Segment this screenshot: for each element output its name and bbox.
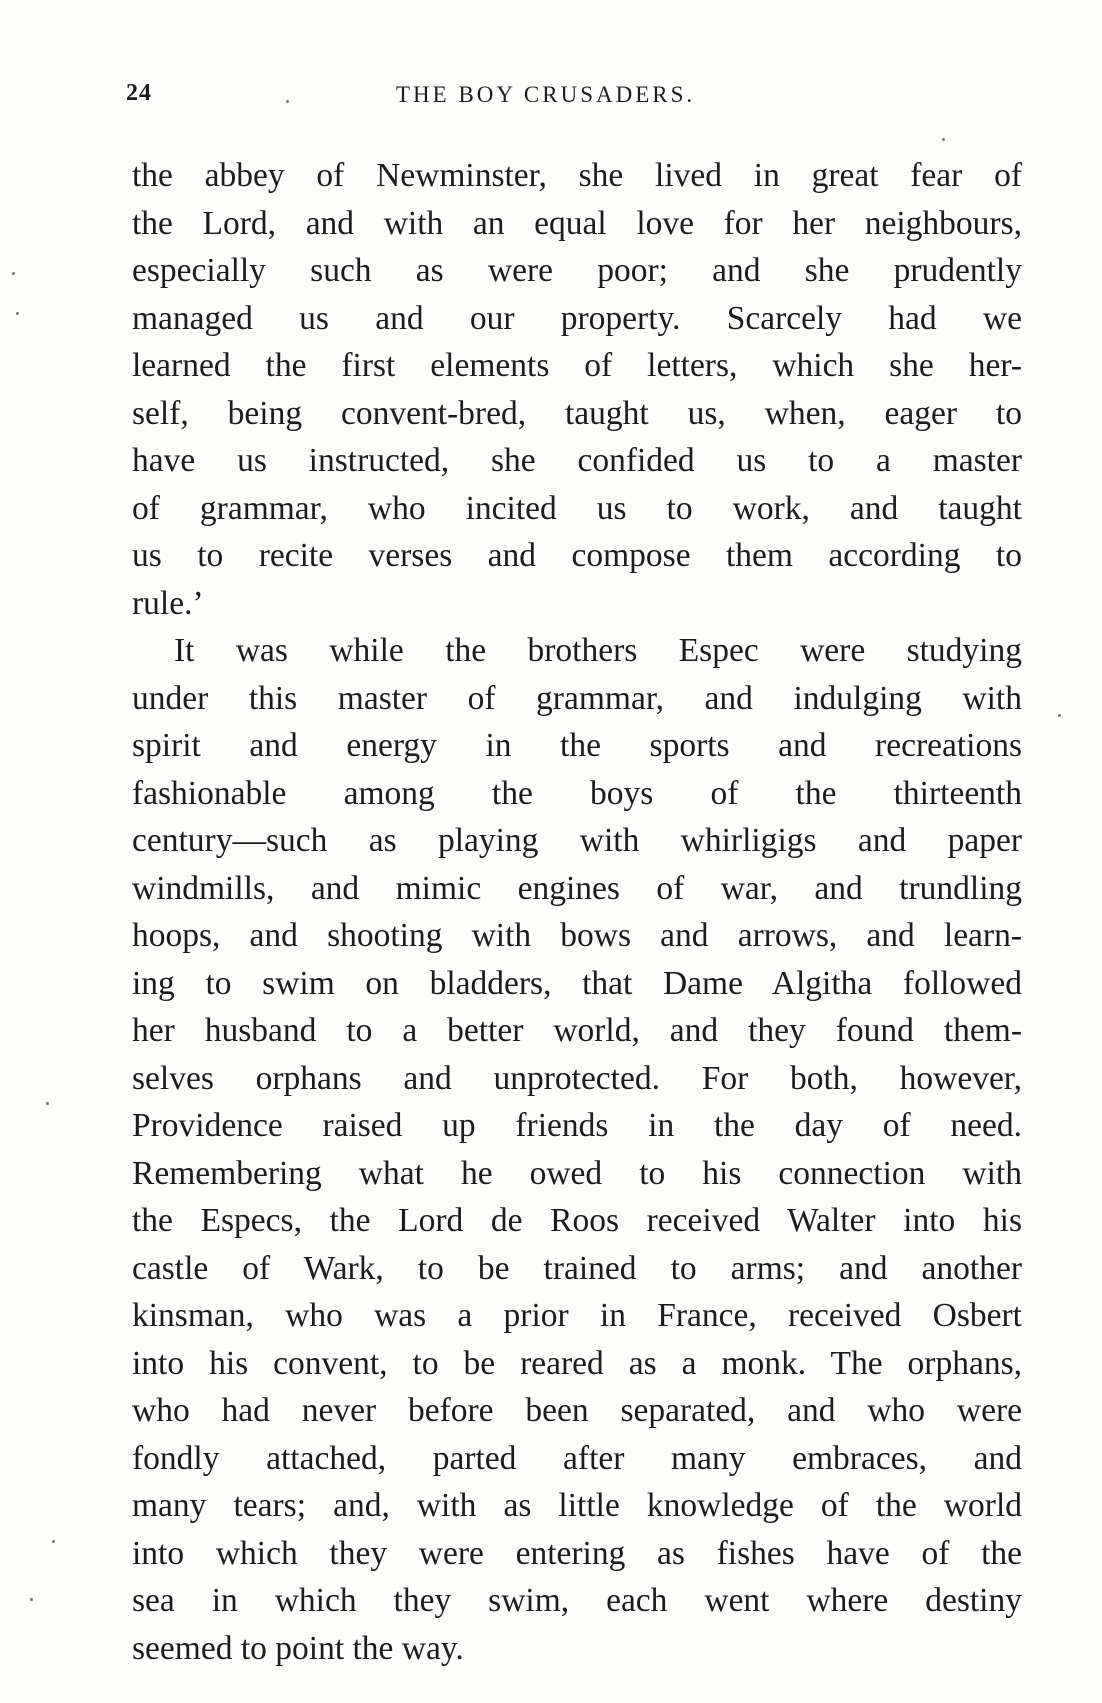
text-line: of grammar, who incited us to work, and taught xyxy=(132,489,1022,527)
page-number: 24 xyxy=(126,80,152,106)
scan-speck xyxy=(286,100,289,103)
scan-speck xyxy=(52,1540,55,1543)
scan-speck xyxy=(30,1598,33,1601)
text-line: Providence raised up friends in the day of need. xyxy=(132,1107,1022,1144)
text-line: especially such as were poor; and she prudently xyxy=(132,252,1022,289)
text-line: us to recite verses and compose them according to xyxy=(132,537,1022,574)
text-line: who had never before been separated, and who were xyxy=(132,1392,1022,1429)
text-line: kinsman, who was a prior in France, received Osbert xyxy=(132,1297,1022,1334)
text-line: into which they were entering as fishes have of the xyxy=(132,1534,1022,1572)
text-line: managed us and our property. Scarcely had we xyxy=(132,299,1022,337)
text-line: the Especs, the Lord de Roos received Walter into his xyxy=(132,1202,1022,1239)
text-line: rule.’ xyxy=(132,584,204,622)
scan-speck xyxy=(46,1102,49,1105)
text-line: have us instructed, she confided us to a master xyxy=(132,442,1022,479)
text-line: spirit and energy in the sports and recreations xyxy=(132,727,1022,764)
text-line: windmills, and mimic engines of war, and trundling xyxy=(132,869,1022,907)
scan-speck xyxy=(12,272,15,275)
running-head xyxy=(126,80,1026,120)
text-line: Remembering what he owed to his connection with xyxy=(132,1154,1022,1192)
scan-speck xyxy=(16,312,19,315)
text-line: ing to swim on bladders, that Dame Algitha followed xyxy=(132,964,1022,1002)
body-text xyxy=(132,152,1022,1672)
scan-speck xyxy=(1058,714,1061,717)
text-line: seemed to point the way. xyxy=(132,1629,464,1667)
text-line: hoops, and shooting with bows and arrows, and learn- xyxy=(132,917,1022,954)
text-line: century—such as playing with whirligigs and paper xyxy=(132,822,1022,859)
text-line: her husband to a better world, and they found them- xyxy=(132,1012,1022,1049)
running-title: THE BOY CRUSADERS. xyxy=(396,82,696,107)
text-line: the Lord, and with an equal love for her neighbours, xyxy=(132,204,1022,242)
text-line: fashionable among the boys of the thirteenth xyxy=(132,774,1022,812)
text-line: It was while the brothers Espec were studying xyxy=(174,632,1022,669)
paragraph-continuation xyxy=(132,152,1022,627)
text-line: fondly attached, parted after many embraces, and xyxy=(132,1439,1022,1477)
text-line: castle of Wark, to be trained to arms; and another xyxy=(132,1249,1022,1287)
text-line: into his convent, to be reared as a monk. The orphans, xyxy=(132,1344,1022,1382)
text-line: the abbey of Newminster, she lived in great fear of xyxy=(132,157,1022,194)
text-line: sea in which they swim, each went where destiny xyxy=(132,1582,1022,1619)
scan-speck xyxy=(942,138,945,141)
text-line: under this master of grammar, and indulging with xyxy=(132,679,1022,717)
text-line: selves orphans and unprotected. For both, however, xyxy=(132,1059,1022,1097)
text-line: learned the first elements of letters, which she her- xyxy=(132,347,1022,384)
paragraph xyxy=(132,627,1022,1672)
text-line: self, being convent-bred, taught us, when, eager to xyxy=(132,394,1022,432)
text-line: many tears; and, with as little knowledge of the world xyxy=(132,1487,1022,1524)
